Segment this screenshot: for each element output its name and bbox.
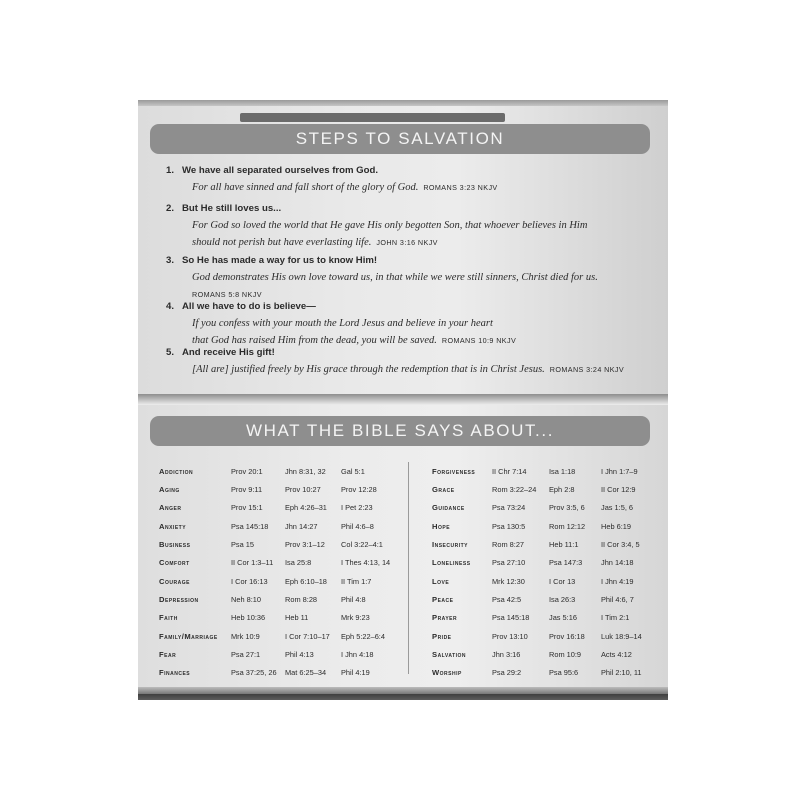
scripture-reference: Phil 4:13: [285, 650, 314, 660]
scripture-reference: II Chr 7:14: [492, 466, 527, 476]
verse-text: that God has raised Him from the dead, you will be saved.: [192, 335, 437, 346]
verse-line: [192, 234, 646, 251]
topic-name: Hope: [432, 521, 451, 531]
step-header: [166, 298, 646, 315]
salvation-step: [166, 200, 646, 251]
verse-text: God demonstrates His own love toward us, in that while we were still sinners, Christ died for us.: [192, 272, 598, 283]
scripture-reference: Luk 18:9–14: [601, 631, 642, 641]
step-header: [166, 252, 646, 269]
scripture-reference: Col 3:22–4:1: [341, 540, 383, 550]
topic-name: Forgiveness: [432, 466, 476, 476]
scripture-reference: Psa 15: [231, 540, 255, 550]
topic-name: Business: [159, 540, 191, 550]
scripture-reference: I Jhn 1:7–9: [601, 466, 638, 476]
topic-row: [432, 645, 651, 663]
scripture-reference: Prov 20:1: [231, 466, 263, 476]
topic-row: [432, 590, 651, 608]
scripture-reference: I Cor 16:13: [231, 576, 268, 586]
scripture-reference: Mat 6:25–34: [285, 668, 327, 678]
topic-name: Addiction: [159, 466, 194, 476]
scripture-reference: I Thes 4:13, 14: [341, 558, 391, 568]
scripture-reference: Acts 4:12: [601, 650, 632, 660]
topic-row: [159, 554, 401, 572]
topic-row: [159, 609, 401, 627]
scripture-reference: Rom 8:27: [492, 540, 525, 550]
step-heading: All we have to do is believe—: [182, 301, 316, 312]
scripture-reference: Prov 3:5, 6: [549, 503, 585, 513]
scripture-reference: II Cor 1:3–11: [231, 558, 274, 568]
book-binding-strip: [240, 113, 505, 122]
scripture-reference: Rom 10:9: [549, 650, 582, 660]
scripture-reference: Psa 37:25, 26: [231, 668, 277, 678]
scripture-reference: Psa 130:5: [492, 521, 526, 531]
topics-left-column: [159, 462, 401, 682]
salvation-step: [166, 344, 646, 378]
bible-title: WHAT THE BIBLE SAYS ABOUT...: [245, 421, 555, 440]
steps-title-banner: [150, 124, 650, 154]
topic-row: [159, 499, 401, 517]
topic-name: Faith: [159, 613, 178, 623]
scripture-reference: Jhn 3:16: [492, 650, 521, 660]
scripture-reference: I Cor 7:10–17: [285, 631, 330, 641]
topic-row: [159, 480, 401, 498]
scripture-reference: Prov 12:28: [341, 485, 377, 495]
book-cover-edge: [138, 694, 668, 700]
scripture-reference: Psa 145:18: [492, 613, 530, 623]
topic-name: Aging: [159, 485, 180, 495]
scripture-reference: Isa 26:3: [549, 595, 576, 605]
topic-row: [432, 480, 651, 498]
topic-row: [159, 517, 401, 535]
topic-name: Courage: [159, 576, 190, 586]
topic-row: [159, 590, 401, 608]
salvation-step: [166, 162, 646, 196]
step-header: [166, 200, 646, 217]
bible-title-banner: [150, 416, 650, 446]
topic-name: Prayer: [432, 613, 458, 623]
scripture-reference: Neh 8:10: [231, 595, 261, 605]
scripture-reference: Mrk 9:23: [341, 613, 370, 623]
scripture-reference: Gal 5:1: [341, 466, 365, 476]
topic-name: Comfort: [159, 558, 190, 568]
topic-name: Family/Marriage: [159, 631, 218, 641]
scripture-reference: Phil 4:19: [341, 668, 370, 678]
verse-line: [192, 269, 646, 286]
scripture-reference: Psa 27:10: [492, 558, 526, 568]
topic-name: Salvation: [432, 650, 467, 660]
scripture-reference: II Cor 3:4, 5: [601, 540, 640, 550]
scripture-reference: Isa 25:8: [285, 558, 312, 568]
step-number: 4.: [166, 301, 175, 312]
verse-text: If you confess with your mouth the Lord Jesus and believe in your heart: [192, 318, 493, 329]
topics-right-column: [432, 462, 651, 682]
scripture-reference: Heb 11:1: [549, 540, 579, 550]
scripture-reference: Prov 9:11: [231, 485, 263, 495]
topic-name: Fear: [159, 650, 177, 660]
topic-name: Anxiety: [159, 521, 187, 531]
scripture-reference: Prov 13:10: [492, 631, 528, 641]
scripture-reference: Heb 11: [285, 613, 309, 623]
verse-text: should not perish but have everlasting life.: [192, 237, 372, 248]
scripture-reference: Prov 10:27: [285, 485, 321, 495]
salvation-step: [166, 298, 646, 349]
topic-name: Anger: [159, 503, 182, 513]
verse-reference: JOHN 3:16 NKJV: [376, 238, 438, 247]
topic-row: [159, 664, 401, 682]
step-verse: [166, 179, 646, 196]
topic-row: [432, 535, 651, 553]
topic-row: [432, 554, 651, 572]
scripture-reference: Psa 42:5: [492, 595, 522, 605]
step-number: 5.: [166, 347, 175, 358]
scripture-reference: Eph 2:8: [549, 485, 575, 495]
verse-reference: ROMANS 5:8 NKJV: [192, 290, 262, 299]
topic-row: [159, 572, 401, 590]
scripture-reference: Psa 145:18: [231, 521, 269, 531]
scripture-reference: Heb 10:36: [231, 613, 266, 623]
steps-title: STEPS TO SALVATION: [295, 129, 505, 148]
verse-reference: ROMANS 3:24 NKJV: [549, 365, 625, 374]
scripture-reference: Psa 147:3: [549, 558, 583, 568]
scripture-reference: Prov 16:18: [549, 631, 585, 641]
scripture-reference: Psa 73:24: [492, 503, 526, 513]
column-divider: [408, 462, 409, 674]
scripture-reference: Heb 6:19: [601, 521, 631, 531]
topic-row: [159, 627, 401, 645]
scripture-reference: Prov 15:1: [231, 503, 263, 513]
scripture-reference: Psa 29:2: [492, 668, 522, 678]
topic-row: [432, 664, 651, 682]
scripture-reference: I Jhn 4:18: [341, 650, 374, 660]
scripture-reference: Mrk 10:9: [231, 631, 260, 641]
step-verse: [166, 217, 646, 251]
scripture-reference: Phil 4:6, 7: [601, 595, 634, 605]
verse-text: For all have sinned and fall short of the glory of God.: [192, 182, 419, 193]
scripture-reference: Jhn 14:27: [285, 521, 318, 531]
topic-name: Insecurity: [432, 540, 469, 550]
topic-row: [159, 645, 401, 663]
scripture-reference: I Tim 2:1: [601, 613, 630, 623]
step-heading: And receive His gift!: [182, 347, 275, 358]
scripture-reference: Prov 3:1–12: [285, 540, 325, 550]
topic-name: Pride: [432, 631, 452, 641]
scripture-reference: Phil 2:10, 11: [601, 668, 642, 678]
salvation-step: [166, 252, 646, 303]
verse-line: [192, 315, 646, 332]
step-heading: But He still loves us...: [182, 203, 282, 214]
topic-name: Worship: [432, 668, 462, 678]
verse-text: [All are] justified freely by His grace through the redemption that is in Christ Jesus.: [192, 364, 545, 375]
topic-row: [159, 535, 401, 553]
topic-name: Guidance: [432, 503, 465, 513]
scripture-reference: Psa 95:6: [549, 668, 579, 678]
page-stack-edge: [138, 687, 668, 694]
scripture-reference: I Jhn 4:19: [601, 576, 634, 586]
scripture-reference: Rom 3:22–24: [492, 485, 537, 495]
step-heading: So He has made a way for us to know Him!: [182, 255, 378, 266]
step-number: 1.: [166, 165, 175, 176]
scripture-reference: Rom 12:12: [549, 521, 586, 531]
scripture-reference: Rom 8:28: [285, 595, 318, 605]
topic-row: [432, 499, 651, 517]
verse-line: [192, 217, 646, 234]
scripture-reference: Jhn 8:31, 32: [285, 466, 326, 476]
scripture-reference: I Pet 2:23: [341, 503, 373, 513]
topic-name: Depression: [159, 595, 199, 605]
verse-reference: ROMANS 10:9 NKJV: [441, 336, 517, 345]
topic-name: Love: [432, 576, 450, 586]
scripture-reference: Psa 27:1: [231, 650, 261, 660]
scripture-reference: Jas 5:16: [549, 613, 577, 623]
verse-line: [192, 361, 646, 378]
step-number: 3.: [166, 255, 175, 266]
topic-row: [432, 572, 651, 590]
verse-line: [192, 179, 646, 196]
topic-name: Loneliness: [432, 558, 471, 568]
step-verse: [166, 361, 646, 378]
topic-row: [432, 517, 651, 535]
topic-row: [159, 462, 401, 480]
topic-name: Finances: [159, 668, 191, 678]
scripture-reference: Jas 1:5, 6: [601, 503, 634, 513]
scripture-reference: Phil 4:8: [341, 595, 366, 605]
scripture-reference: I Cor 13: [549, 576, 576, 586]
scripture-reference: Isa 1:18: [549, 466, 576, 476]
topic-row: [432, 462, 651, 480]
scripture-reference: Eph 4:26–31: [285, 503, 327, 513]
scripture-reference: Phil 4:6–8: [341, 521, 374, 531]
verse-reference: ROMANS 3:23 NKJV: [423, 183, 498, 192]
scripture-reference: II Tim 1:7: [341, 576, 372, 586]
verse-text: For God so loved the world that He gave His only begotten Son, that whoever believes in Him: [192, 220, 588, 231]
step-number: 2.: [166, 203, 175, 214]
scripture-reference: II Cor 12:9: [601, 485, 636, 495]
topic-name: Peace: [432, 595, 454, 605]
scripture-reference: Mrk 12:30: [492, 576, 525, 586]
scripture-reference: Jhn 14:18: [601, 558, 634, 568]
topic-row: [432, 627, 651, 645]
step-header: [166, 162, 646, 179]
topic-name: Grace: [432, 485, 455, 495]
scripture-reference: Eph 5:22–6:4: [341, 631, 385, 641]
step-header: [166, 344, 646, 361]
topic-row: [432, 609, 651, 627]
step-heading: We have all separated ourselves from God.: [182, 165, 379, 176]
scripture-reference: Eph 6:10–18: [285, 576, 327, 586]
